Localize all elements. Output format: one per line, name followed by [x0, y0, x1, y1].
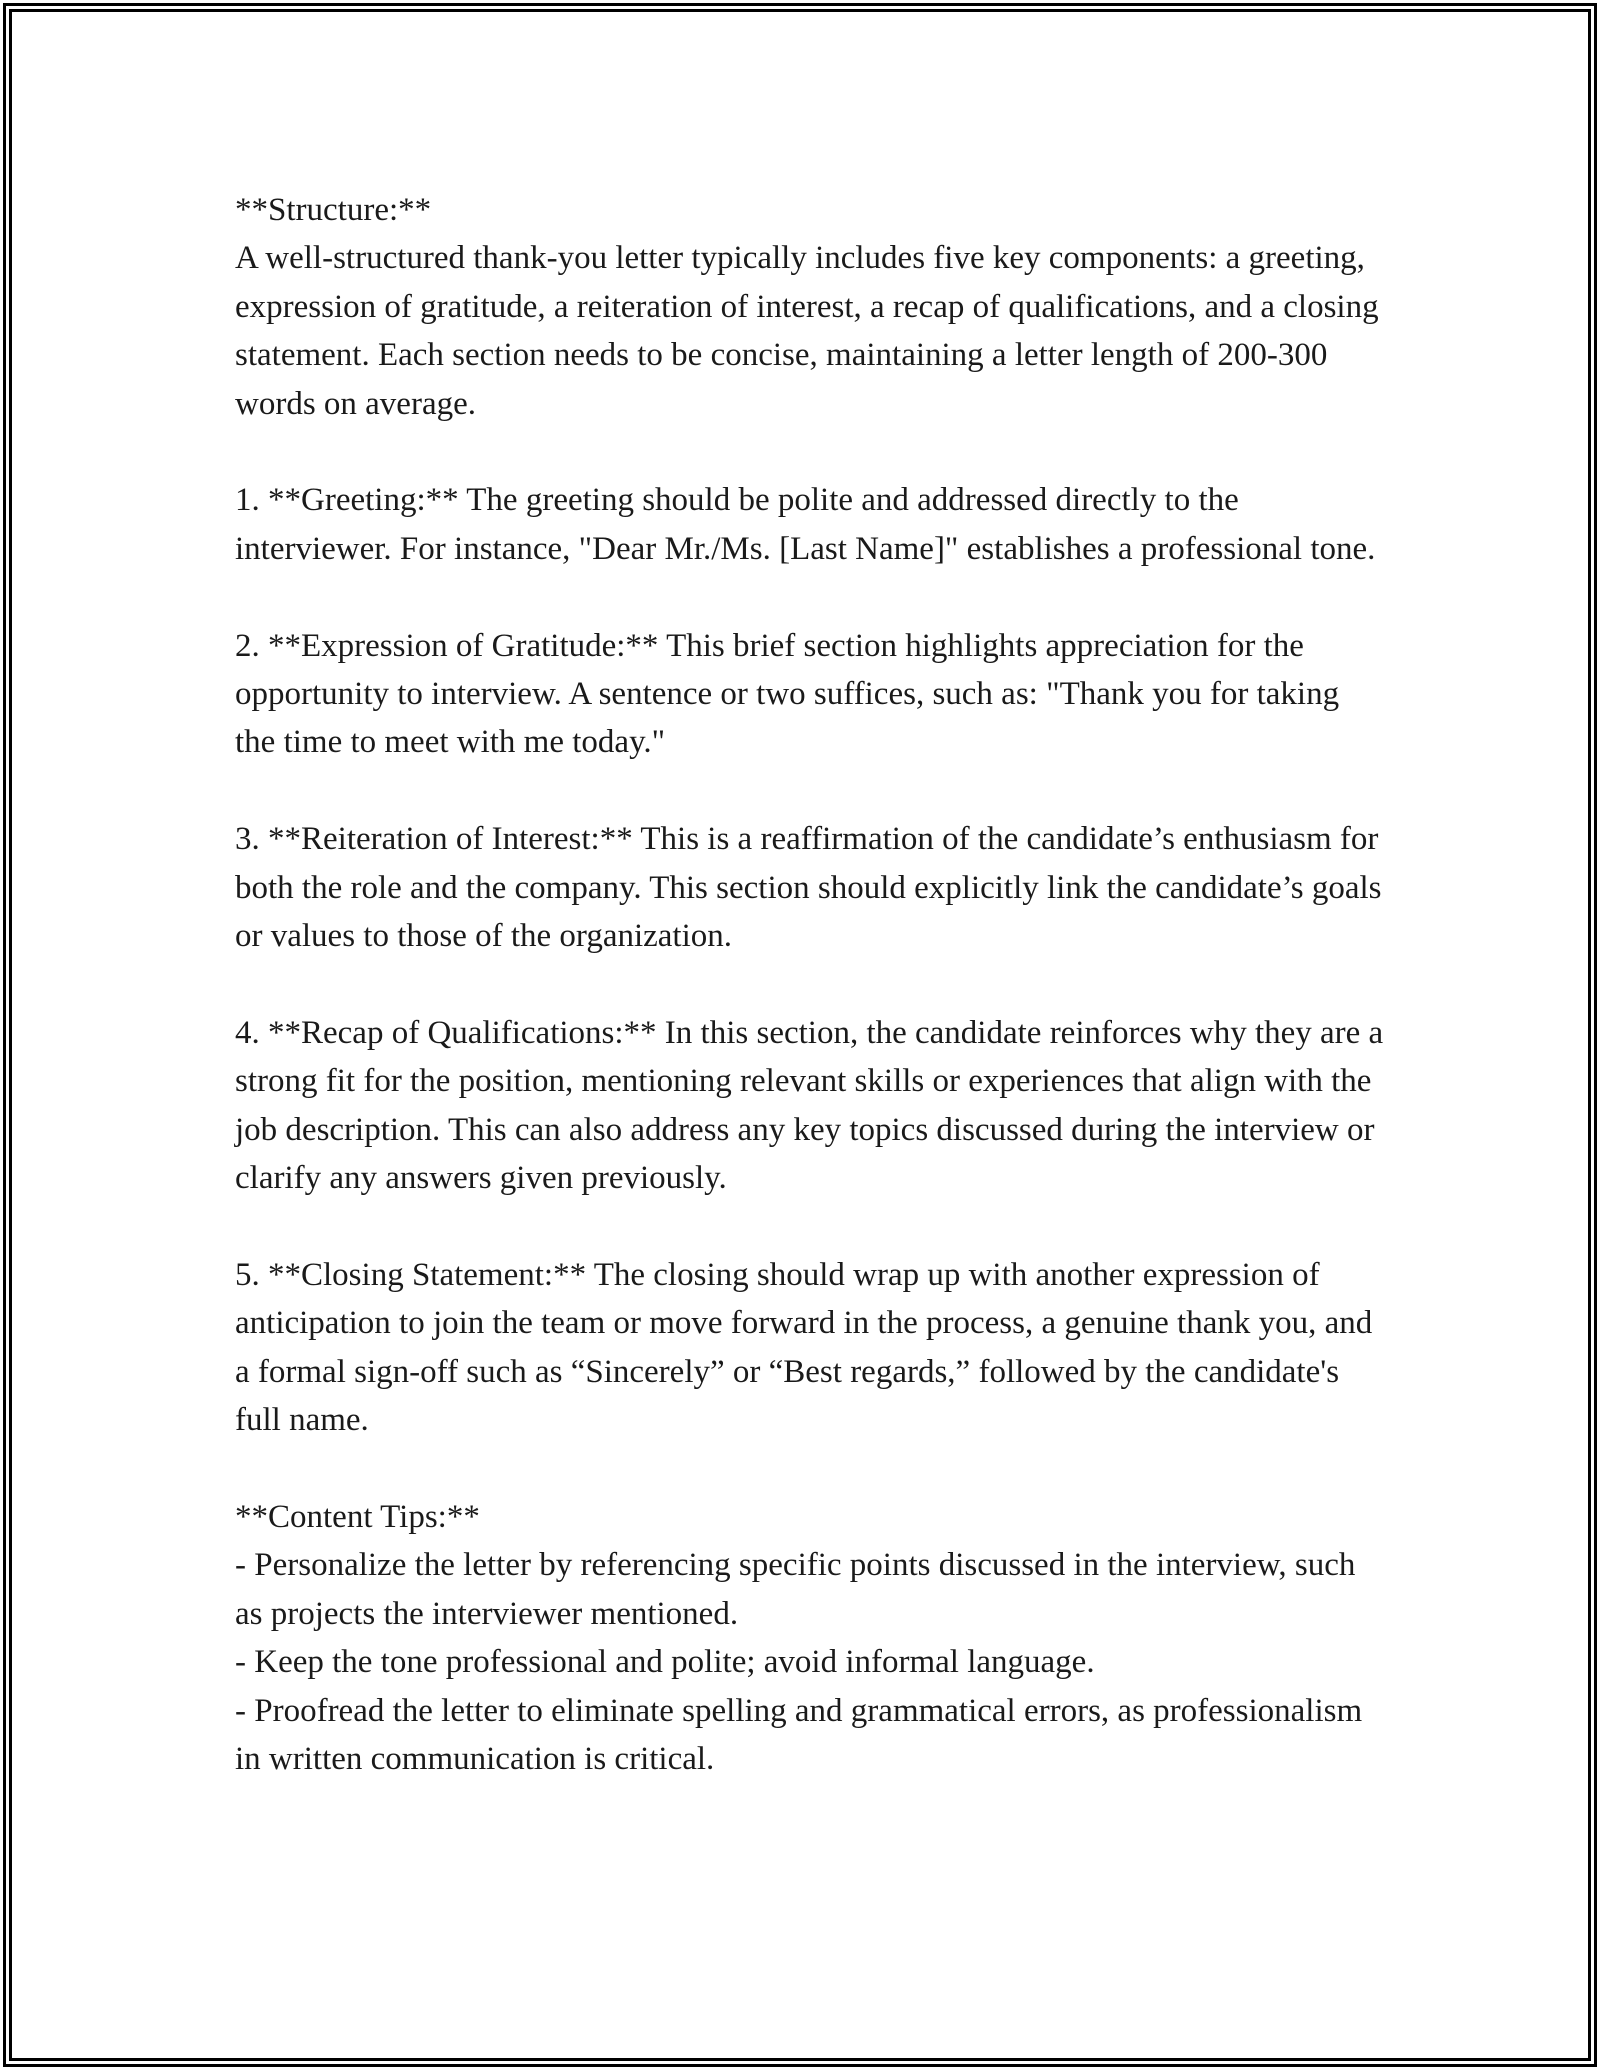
item-expression-of-gratitude: 2. **Expression of Gratitude:** This brief section highlights appreciation for the opportunity to interview. A sentence or two suffices, such as: "Thank you for taking the time to meet with me today."	[235, 627, 1340, 761]
paragraph-spacer	[235, 1202, 1385, 1250]
document-body	[235, 186, 1385, 1783]
tip-tone: - Keep the tone professional and polite; avoid informal language.	[235, 1644, 1095, 1681]
intro-paragraph: A well-structured thank-you letter typically includes five key components: a greeting, expression of gratitude, a reiteration of interest, a recap of qualifications, and a closing statement. Each section needs to be concise, maintaining a letter length of 200-300 words on average.	[235, 240, 1379, 422]
item-reiteration-of-interest: 3. **Reiteration of Interest:** This is a reaffirmation of the candidate’s enthusiasm for both the role and the company. This section should explicitly link the candidate’s goals or values to those of the organization.	[235, 821, 1382, 955]
item-closing-statement: 5. **Closing Statement:** The closing should wrap up with another expression of anticipation to join the team or move forward in the process, a genuine thank you, and a formal sign-off such as “Sincerely” or “Best regards,” followed by the candidate's full name.	[235, 1256, 1373, 1439]
paragraph-spacer	[235, 1444, 1385, 1492]
item-greeting: 1. **Greeting:** The greeting should be polite and addressed directly to the interviewer. For instance, "Dear Mr./Ms. [Last Name]" establishes a professional tone.	[235, 482, 1376, 567]
paragraph-spacer	[235, 767, 1385, 815]
tips-heading: **Content Tips:**	[235, 1498, 480, 1535]
paragraph-spacer	[235, 428, 1385, 476]
paragraph-spacer	[235, 960, 1385, 1008]
item-recap-of-qualifications: 4. **Recap of Qualifications:** In this section, the candidate reinforces why they are a strong fit for the position, mentioning relevant skills or experiences that align with the job description. This can also address any key topics discussed during the interview or clarify any answers given previously.	[235, 1014, 1384, 1197]
structure-heading: **Structure:**	[235, 192, 432, 228]
paragraph-spacer	[235, 573, 1385, 621]
tip-proofread: - Proofread the letter to eliminate spelling and grammatical errors, as professionalism in written communication is critical.	[235, 1692, 1363, 1777]
tip-personalize: - Personalize the letter by referencing specific points discussed in the interview, such as projects the interviewer mentioned.	[235, 1547, 1356, 1632]
